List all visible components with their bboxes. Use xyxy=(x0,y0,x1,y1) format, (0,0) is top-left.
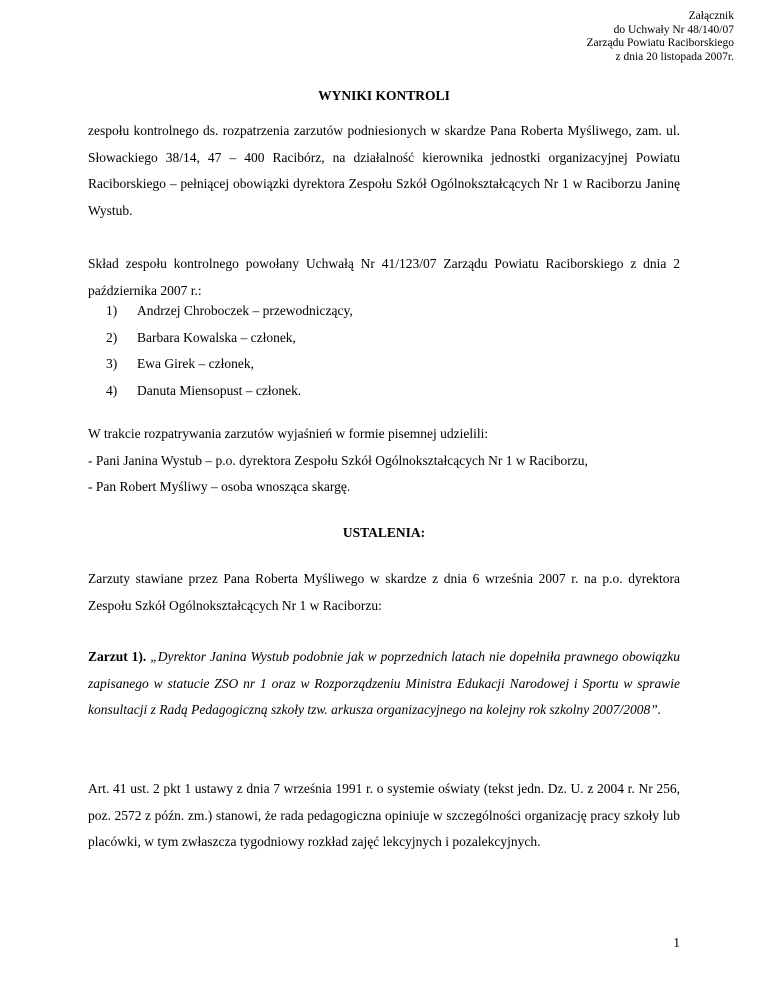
explanations-line-3: - Pan Robert Myśliwy – osoba wnosząca skargę. xyxy=(88,479,351,494)
article-paragraph: Art. 41 ust. 2 pkt 1 ustawy z dnia 7 września 1991 r. o systemie oświaty (tekst jedn. Dz. U. z 2004 r. Nr 256, poz. 2572 z późn. zm.) stanowi, że rada pedagogiczna opiniuje w szczególności organizację pracy szkoły lub placówki, w tym zwłaszcza tygodniowy rozkład zajęć lekcyjnych i pozalekcyjnych. xyxy=(88,781,680,849)
explanations-line-2: - Pani Janina Wystub – p.o. dyrektora Zespołu Szkół Ogólnokształcących Nr 1 w Raciborzu, xyxy=(88,452,588,468)
annex-line-2: do Uchwały Nr 48/140/07 xyxy=(613,23,734,36)
list-item-number: 3) xyxy=(106,356,118,371)
team-members-list xyxy=(106,298,353,404)
team-intro-paragraph: Skład zespołu kontrolnego powołany Uchwałą Nr 41/123/07 Zarządu Powiatu Raciborskiego z dnia 2 października 2007 r.: xyxy=(88,256,680,298)
document-title: WYNIKI KONTROLI xyxy=(318,88,450,103)
list-item xyxy=(106,351,353,378)
page-number: 1 xyxy=(673,935,680,950)
charge-1-label: Zarzut 1). xyxy=(88,649,147,664)
intro-paragraph: zespołu kontrolnego ds. rozpatrzenia zarzutów podniesionych w skardze Pana Roberta Myśliwego, zam. ul. Słowackiego 38/14, 47 – 400 Racibórz, na działalność kierownika jednostki organizacyjnej Powiatu Raciborskiego – pełniącej obowiązki dyrektora Zespołu Szkół Ogólnokształcących Nr 1 w Raciborzu Janinę Wystub. xyxy=(88,123,680,218)
annex-line-4: z dnia 20 listopada 2007r. xyxy=(615,50,734,63)
list-item-text: Andrzej Chroboczek – przewodniczący, xyxy=(137,303,353,318)
charge-1-paragraph xyxy=(88,644,680,724)
list-item-number: 1) xyxy=(106,303,118,318)
list-item-number: 2) xyxy=(106,329,118,345)
list-item-text: Danuta Miensopust – członek. xyxy=(137,382,302,398)
findings-heading: USTALENIA: xyxy=(342,525,426,540)
list-item xyxy=(106,378,353,405)
charge-1-text: „Dyrektor Janina Wystub podobnie jak w poprzednich latach nie dopełniła prawnego obowiązku zapisanego w statucie ZSO nr 1 oraz w Rozporządzeniu Ministra Edukacji Narodowej i Sportu w sprawie konsultacji z Radą Pedagogiczną szkoły tzw. arkusza organizacyjnego na kolejny rok szkolny 2007/2008”. xyxy=(88,649,680,717)
annex-line-3: Zarządu Powiatu Raciborskiego xyxy=(586,37,734,49)
findings-intro-paragraph: Zarzuty stawiane przez Pana Roberta Myśliwego w skardze z dnia 6 września 2007 r. na p.o. dyrektora Zespołu Szkół Ogólnokształcących Nr 1 w Raciborzu: xyxy=(88,571,680,613)
explanations-line-1: W trakcie rozpatrywania zarzutów wyjaśnień w formie pisemnej udzielili: xyxy=(88,426,489,441)
list-item xyxy=(106,298,353,325)
explanations-block xyxy=(88,421,688,501)
list-item-text: Barbara Kowalska – członek, xyxy=(137,329,296,345)
annex-header xyxy=(586,10,734,64)
list-item-number: 4) xyxy=(106,382,118,398)
list-item-text: Ewa Girek – członek, xyxy=(137,356,254,371)
list-item xyxy=(106,325,353,352)
annex-line-1: Załącznik xyxy=(688,10,734,22)
